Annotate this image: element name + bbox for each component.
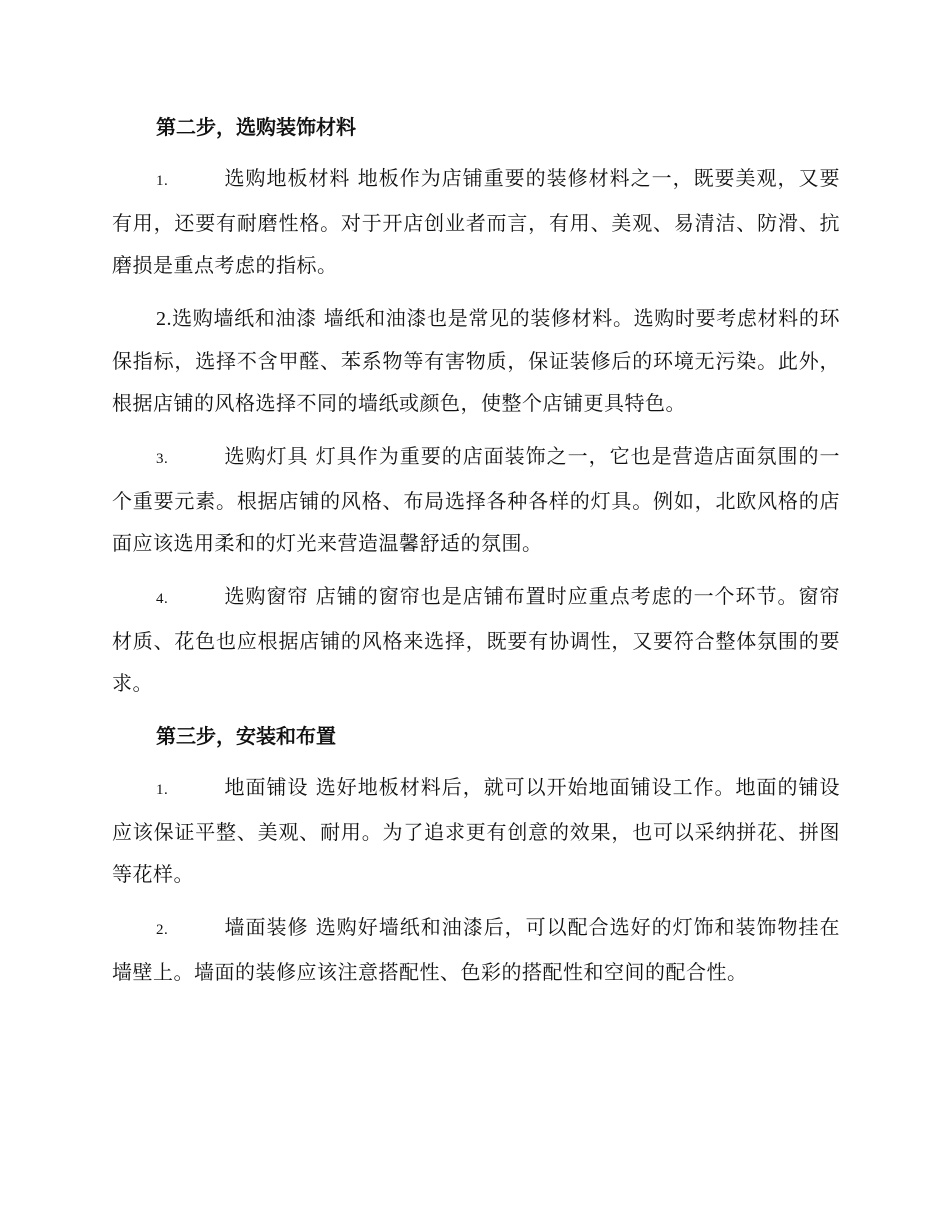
section-heading-step-2: 第二步，选购装饰材料 — [156, 115, 356, 139]
list-item-text: 选购地板材料 地板作为店铺重要的装修材料之一，既要美观，又要有用，还要有耐磨性格。对于开店创业者而言，有用、美观、易清洁、防滑、抗磨损是重点考虑的指标。 — [112, 166, 840, 277]
list-item-text: 选购墙纸和油漆 墙纸和油漆也是常见的装修材料。选购时要考虑材料的环保指标，选择不含甲醛、苯系物等有害物质，保证装修后的环境无污染。此外，根据店铺的风格选择不同的墙纸或颜色，使整个店铺更具特色。 — [112, 306, 840, 415]
list-item-text: 选购灯具 灯具作为重要的店面装饰之一，它也是营造店面氛围的一个重要元素。根据店铺的风格、布局选择各种各样的灯具。例如，北欧风格的店面应该选用柔和的灯光来营造温馨舒适的氛围。 — [112, 444, 840, 555]
list-number: 2. — [156, 308, 172, 330]
document-body — [112, 106, 840, 1004]
list-item — [112, 906, 840, 993]
list-number: 2. — [156, 922, 169, 938]
list-item — [112, 435, 840, 564]
list-item — [112, 157, 840, 286]
list-item — [112, 575, 840, 704]
list-item-text: 地面铺设 选好地板材料后，就可以开始地面铺设工作。地面的铺设应该保证平整、美观、耐用。为了追求更有创意的效果，也可以采纳拼花、拼图等花样。 — [112, 775, 840, 886]
list-number: 1. — [156, 782, 169, 798]
list-item — [112, 766, 840, 895]
section-heading-step-3: 第三步，安装和布置 — [156, 724, 336, 748]
list-item-text: 选购窗帘 店铺的窗帘也是店铺布置时应重点考虑的一个环节。窗帘材质、花色也应根据店铺的风格来选择，既要有协调性，又要符合整体氛围的要求。 — [112, 584, 840, 695]
list-item-text: 墙面装修 选购好墙纸和油漆后，可以配合选好的灯饰和装饰物挂在墙壁上。墙面的装修应该注意搭配性、色彩的搭配性和空间的配合性。 — [112, 915, 840, 984]
list-number: 3. — [156, 451, 169, 467]
list-number: 1. — [156, 173, 169, 189]
list-number: 4. — [156, 591, 169, 607]
list-item — [112, 297, 840, 424]
